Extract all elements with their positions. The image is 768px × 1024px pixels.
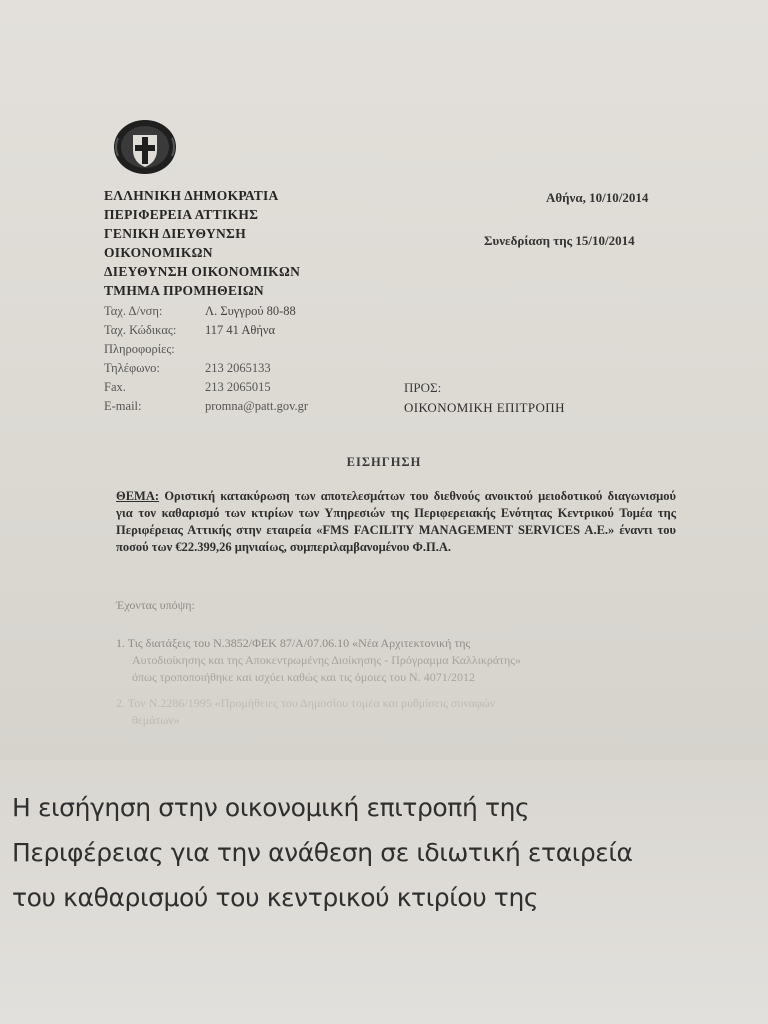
postal-label: Ταχ. Κώδικας: [104, 323, 177, 337]
header-line: ΔΙΕΥΘΥΝΣΗ ΟΙΚΟΝΟΜΙΚΩΝ [104, 264, 301, 279]
recipient-value: ΟΙΚΟΝΟΜΙΚΗ ΕΠΙΤΡΟΠΗ [404, 400, 565, 415]
cut-off-text-fragment [10, 1010, 760, 1024]
header-line: ΤΜΗΜΑ ΠΡΟΜΗΘΕΙΩΝ [104, 283, 264, 298]
faded-line: θεμάτων» [132, 713, 180, 727]
fax-label: Fax. [104, 380, 126, 394]
faded-line: 2. Τον Ν.2286/1995 «Προμήθειες του Δημοσίου τομέα και ρυθμίσεις συναφών [116, 696, 496, 710]
postal-value: 117 41 Αθήνα [205, 323, 276, 337]
faded-line: Αυτοδιοίκησης και της Αποκεντρωμένης Διοίκησης - Πρόγραμμα Καλλικράτης» [132, 653, 521, 667]
fax-value: 213 2065015 [205, 380, 271, 394]
faded-line: όπως τροποποιήθηκε και ισχύει καθώς και τις όμοιες του Ν. 4071/2012 [132, 670, 476, 684]
meeting-date: Συνεδρίαση της 15/10/2014 [484, 233, 635, 248]
caption-line: Η εισήγηση στην οικονομική επιτροπή της [12, 793, 530, 822]
address-value: Λ. Συγγρού 80-88 [205, 304, 296, 318]
subject-paragraph [116, 488, 676, 556]
header-line: ΕΛΛΗΝΙΚΗ ΔΗΜΟΚΡΑΤΙΑ [104, 188, 279, 203]
having-regard: Έχοντας υπόψη: [116, 598, 195, 612]
subject-text: Οριστική κατακύρωση των αποτελεσμάτων του διεθνούς ανοικτού μειοδοτικού διαγωνισμού για τον καθαρισμό των κτιρίων των Υπηρεσιών της Περιφερειακής Ενότητας Κεντρικού Τομέα της Περιφέρειας Αττικής στην εταιρεία «FMS FACILITY MANAGEMENT SERVICES A.E.» έναντι του ποσού των €22.399,26 μηνιαίως, συμπεριλαμβανομένου Φ.Π.Α. [116, 489, 677, 554]
caption-line: Περιφέρειας για την ανάθεση σε ιδιωτική εταιρεία [12, 838, 633, 867]
phone-value: 213 2065133 [205, 361, 271, 375]
header-line: ΠΕΡΙΦΕΡΕΙΑ ΑΤΤΙΚΗΣ [104, 207, 259, 222]
phone-label: Τηλέφωνο: [104, 361, 160, 375]
email-value: promna@patt.gov.gr [205, 399, 309, 413]
recipient-label: ΠΡΟΣ: [404, 380, 442, 395]
faded-line: 1. Τις διατάξεις του Ν.3852/ΦΕΚ 87/Α/07.06.10 «Νέα Αρχιτεκτονική της [116, 636, 471, 650]
document-title: ΕΙΣΗΓΗΣΗ [346, 455, 422, 469]
subject-label: ΘΕΜΑ: [116, 489, 160, 503]
caption-line: του καθαρισμού του κεντρικού κτιρίου της [12, 883, 539, 912]
greek-emblem-icon [112, 118, 178, 176]
document-date: Αθήνα, 10/10/2014 [546, 190, 649, 205]
header-line: ΓΕΝΙΚΗ ΔΙΕΥΘΥΝΣΗ [104, 226, 246, 241]
header-line: ΟΙΚΟΝΟΜΙΚΩΝ [104, 245, 213, 260]
info-label: Πληροφορίες: [104, 342, 175, 356]
email-label: E-mail: [104, 399, 142, 413]
address-label: Ταχ. Δ/νση: [104, 304, 163, 318]
